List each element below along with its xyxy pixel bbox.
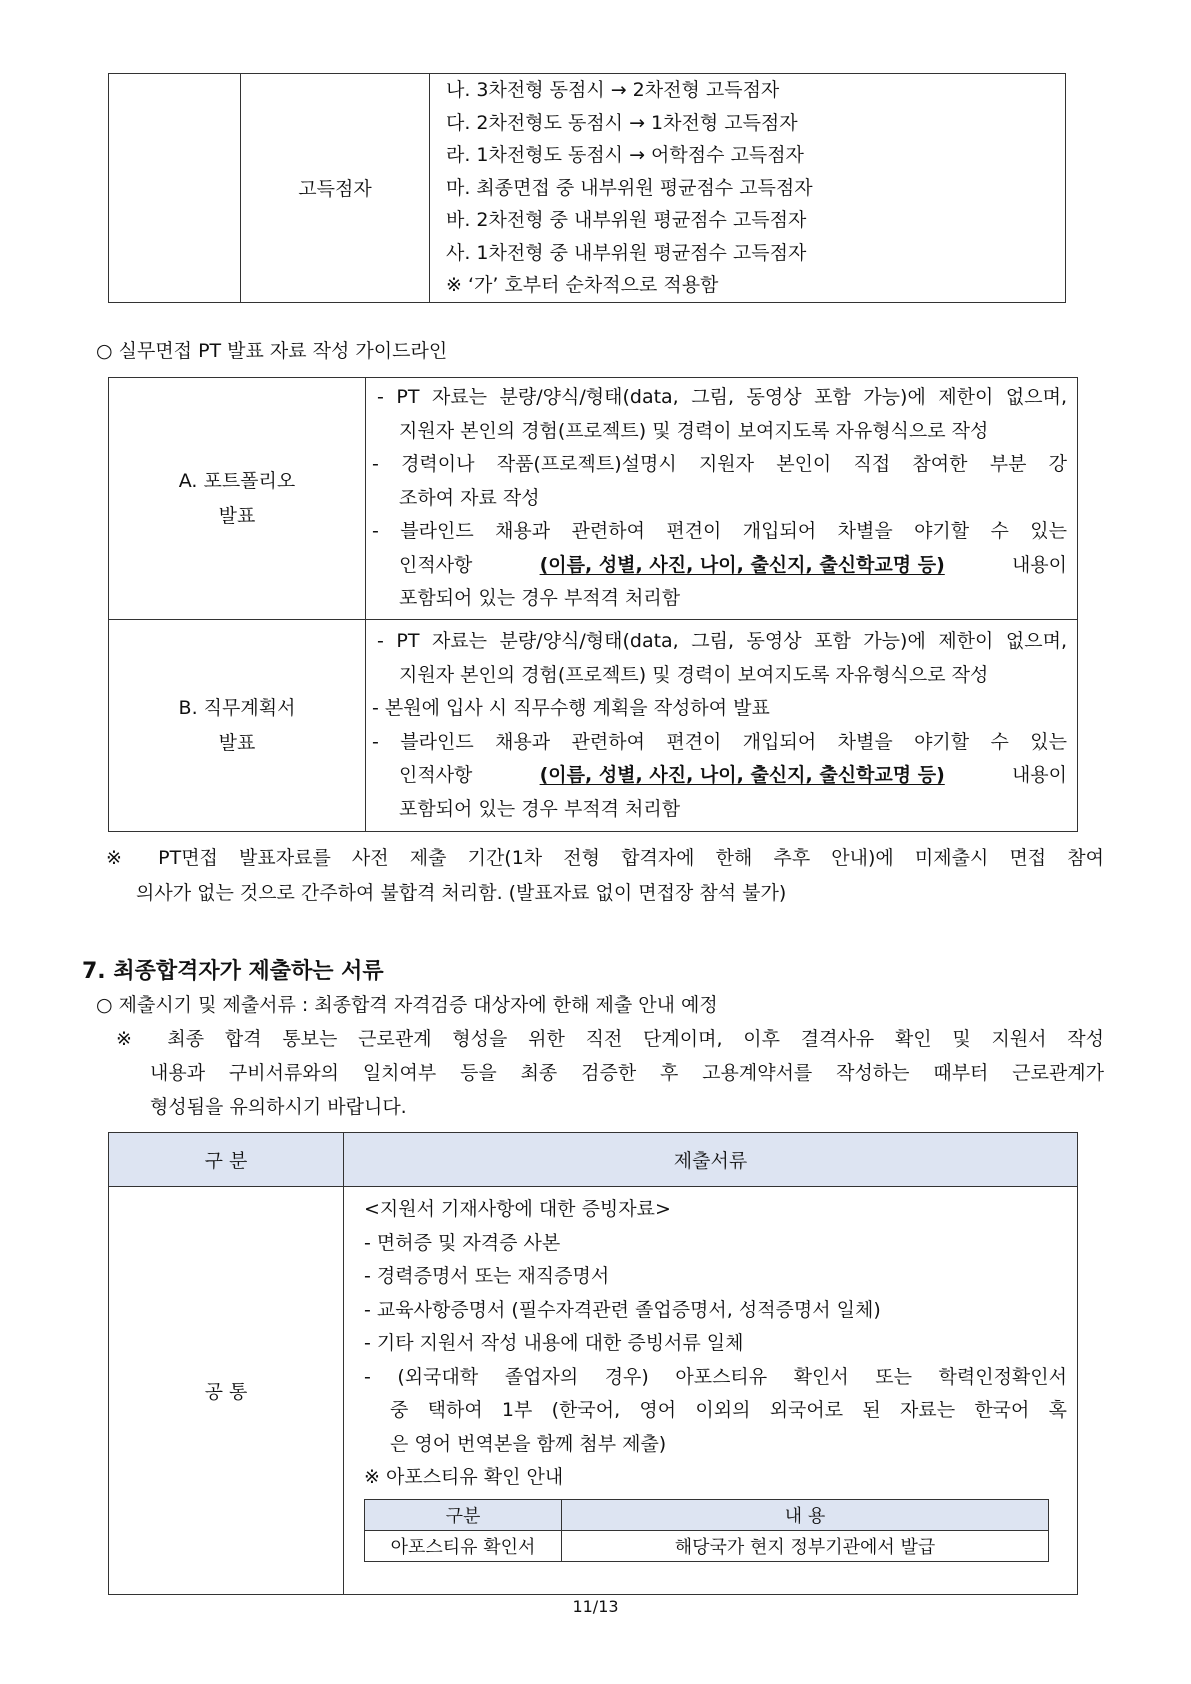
pt-b-identity-post: 내용이 (1011, 764, 1067, 786)
pt-row-a-content (366, 378, 1078, 620)
tie-rule-line: 나. 3차전형 동점시 → 2차전형 고득점자 (446, 79, 780, 101)
tie-rule-line: 다. 2차전형도 동점시 → 1차전형 고득점자 (446, 111, 798, 134)
section-7-subtitle: ○ 제출시기 및 제출서류 : 최종합격 자격검증 대상자에 한해 제출 안내 예정 (96, 994, 718, 1016)
pt-a-identity-post: 내용이 (1011, 553, 1067, 576)
pt-guideline-heading: ○ 실무면접 PT 발표 자료 작성 가이드라인 (96, 340, 448, 362)
section-7-title: 7. 최종합격자가 제출하는 서류 (82, 959, 384, 984)
pt-a-identity-underlined: (이름, 성별, 사진, 나이, 출신지, 출신학교명 등) (539, 553, 945, 576)
pt-b-identity-underlined: (이름, 성별, 사진, 나이, 출신지, 출신학교명 등) (539, 764, 945, 786)
pt-a-line: - PT 자료는 분량/양식/형태(data, 그림, 동영상 포함 가능)에 제한이 없으며, (377, 386, 1067, 409)
documents-item-continued: 중 택하여 1부 (한국어, 영어 이외의 외국어로 된 자료는 한국어 혹 (390, 1399, 1067, 1421)
pt-a-identity-pre: 인적사항 (399, 553, 473, 576)
tie-rule-line: 바. 2차전형 중 내부위원 평균점수 고득점자 (446, 209, 807, 231)
pt-a-identity-line (372, 549, 1067, 583)
pt-a-line: 지원자 본인의 경험(프로젝트) 및 경력이 보여지도록 자유형식으로 작성 (399, 419, 989, 442)
pt-a-line: - 블라인드 채용과 관련하여 편견이 개입되어 차별을 야기할 수 있는 (372, 520, 1067, 543)
pt-note-line2: 의사가 없는 것으로 간주하여 불합격 처리함. (발표자료 없이 면접장 참석 불가) (136, 882, 787, 904)
apostille-note: ※ 아포스티유 확인 안내 (364, 1466, 564, 1488)
documents-item: - 경력증명서 또는 재직증명서 (364, 1265, 610, 1287)
apostille-table (364, 1499, 1049, 1562)
pt-b-line: 지원자 본인의 경험(프로젝트) 및 경력이 보여지도록 자유형식으로 작성 (399, 663, 989, 686)
apostille-cell-name: 아포스티유 확인서 (365, 1530, 562, 1561)
tie-rule-line: 라. 1차전형도 동점시 → 어학점수 고득점자 (446, 144, 804, 166)
tie-break-label: 고득점자 (241, 74, 430, 303)
documents-heading: <지원서 기재사항에 대한 증빙자료> (364, 1198, 671, 1220)
pt-a-line: - 경력이나 작품(프로젝트)설명시 지원자 본인이 직접 참여한 부분 강 (372, 453, 1067, 476)
pt-row-a-label-line1: A. 포트폴리오 (178, 469, 296, 492)
pt-row-a-label-line2: 발표 (218, 504, 256, 527)
pt-row-b-label (109, 620, 366, 832)
section-7-note-line3: 형성됨을 유의하시기 바랍니다. (150, 1096, 407, 1118)
pt-row-a-label (109, 378, 366, 620)
tie-rule-note: ※ ‘가’ 호부터 순차적으로 적용함 (446, 274, 719, 296)
tie-break-rules (430, 74, 1066, 303)
documents-item-continued: 은 영어 번역본을 함께 첨부 제출) (390, 1432, 667, 1455)
pt-b-line: - PT 자료는 분량/양식/형태(data, 그림, 동영상 포함 가능)에 제한이 없으며, (377, 630, 1067, 652)
documents-col-category: 구 분 (109, 1133, 344, 1187)
pt-note-line1: ※ PT면접 발표자료를 사전 제출 기간(1차 전형 합격자에 한해 추후 안내)에 미제출시 면접 참여 (106, 847, 1104, 869)
documents-row-label: 공 통 (109, 1187, 344, 1595)
pt-b-line: 포함되어 있는 경우 부적격 처리함 (399, 797, 681, 820)
documents-row-content (344, 1187, 1078, 1595)
documents-item: - 기타 지원서 작성 내용에 대한 증빙서류 일체 (364, 1332, 744, 1354)
pt-b-line: - 블라인드 채용과 관련하여 편견이 개입되어 차별을 야기할 수 있는 (372, 730, 1067, 753)
documents-col-files: 제출서류 (344, 1133, 1078, 1187)
documents-item: - (외국대학 졸업자의 경우) 아포스티유 확인서 또는 학력인정확인서 (364, 1365, 1067, 1388)
documents-item: - 교육사항증명서 (필수자격관련 졸업증명서, 성적증명서 일체) (364, 1298, 881, 1321)
pt-b-identity-line (372, 759, 1067, 793)
documents-item: - 면허증 및 자격증 사본 (364, 1231, 561, 1254)
pt-row-b-label-line1: B. 직무계획서 (178, 696, 296, 719)
page-number: 11/13 (572, 1597, 619, 1616)
section-7-note-line2: 내용과 구비서류와의 일치여부 등을 최종 검증한 후 고용계약서를 작성하는 때부터 근로관계가 (150, 1062, 1104, 1084)
tie-break-table (108, 73, 1066, 303)
pt-row-b-content (366, 620, 1078, 832)
pt-a-line: 포함되어 있는 경우 부적격 처리함 (399, 587, 681, 610)
apostille-col-category: 구분 (365, 1499, 562, 1530)
tie-rule-line: 사. 1차전형 중 내부위원 평균점수 고득점자 (446, 241, 807, 264)
tie-rule-line: 마. 최종면접 중 내부위원 평균점수 고득점자 (446, 176, 813, 199)
pt-b-identity-pre: 인적사항 (399, 764, 473, 786)
pt-guideline-table (108, 377, 1078, 832)
documents-table (108, 1132, 1078, 1595)
pt-row-b-label-line2: 발표 (218, 731, 256, 754)
apostille-cell-desc: 해당국가 현지 정부기관에서 발급 (562, 1530, 1049, 1561)
pt-b-line: - 본원에 입사 시 직무수행 계획을 작성하여 발표 (372, 697, 770, 719)
tie-break-empty-cell (109, 74, 241, 303)
section-7-note-line1: ※ 최종 합격 통보는 근로관계 형성을 위한 직전 단계이며, 이후 결격사유 확인 및 지원서 작성 (116, 1028, 1104, 1050)
apostille-col-content: 내 용 (562, 1499, 1049, 1530)
pt-a-line: 조하여 자료 작성 (399, 486, 540, 509)
